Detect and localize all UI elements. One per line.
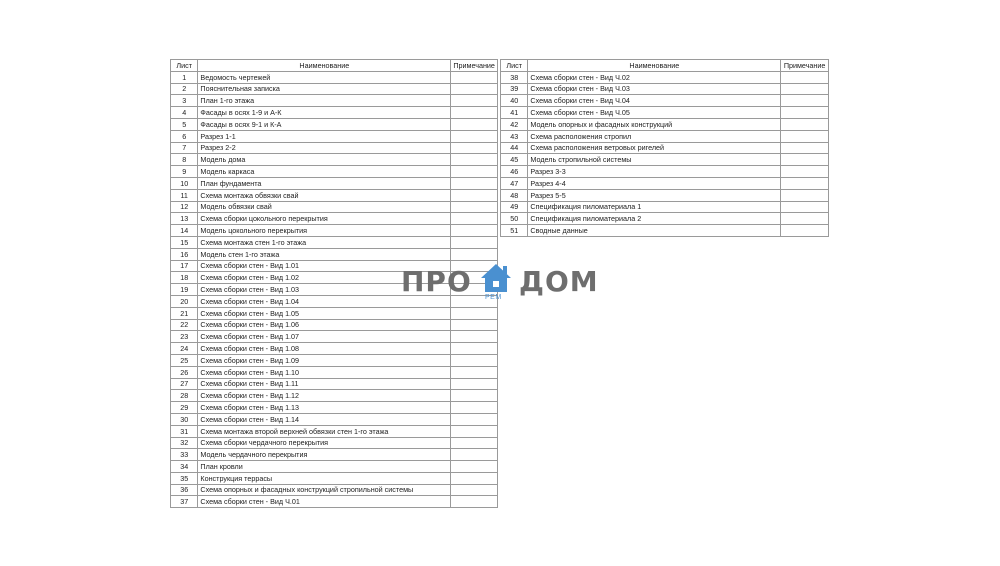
- header-note: Примечание: [781, 60, 829, 72]
- sheet-name: Схема сборки стен - Вид 1.13: [198, 402, 451, 414]
- table-row: [171, 225, 498, 237]
- sheet-note: [781, 118, 829, 130]
- sheet-number: 30: [171, 413, 198, 425]
- sheet-name: Модель опорных и фасадных конструкций: [528, 118, 781, 130]
- header-note: Примечание: [451, 60, 498, 72]
- sheet-number: 1: [171, 71, 198, 83]
- sheet-note: [451, 166, 498, 178]
- sheet-name: Схема сборки стен - Вид 1.08: [198, 343, 451, 355]
- sheet-number: 18: [171, 272, 198, 284]
- sheet-number: 6: [171, 130, 198, 142]
- table-row: [171, 484, 498, 496]
- sheet-note: [781, 166, 829, 178]
- table-row: [171, 461, 498, 473]
- sheet-number: 23: [171, 331, 198, 343]
- table-row: [171, 142, 498, 154]
- sheet-name: Схема расположения ветровых ригелей: [528, 142, 781, 154]
- sheet-number: 31: [171, 425, 198, 437]
- table-row: [501, 71, 829, 83]
- sheet-number: 25: [171, 354, 198, 366]
- sheet-name: Модель чердачного перекрытия: [198, 449, 451, 461]
- pro-dom-logo: [401, 262, 601, 306]
- sheet-number: 32: [171, 437, 198, 449]
- sheet-note: [451, 378, 498, 390]
- logo-subtext: РЕМ: [485, 294, 502, 301]
- sheet-number: 27: [171, 378, 198, 390]
- sheet-name: Фасады в осях 9-1 и К-А: [198, 118, 451, 130]
- sheet-name: Схема монтажа обвязки свай: [198, 189, 451, 201]
- sheet-name: Разрез 5-5: [528, 189, 781, 201]
- table-row: [171, 496, 498, 508]
- sheet-note: [451, 496, 498, 508]
- table-row: [171, 331, 498, 343]
- sheet-number: 47: [501, 177, 528, 189]
- sheet-number: 13: [171, 213, 198, 225]
- table-header-row: [501, 60, 829, 72]
- table-row: [171, 472, 498, 484]
- sheet-name: Схема сборки стен - Вид 1.07: [198, 331, 451, 343]
- sheet-name: Схема сборки цокольного перекрытия: [198, 213, 451, 225]
- sheet-note: [451, 236, 498, 248]
- sheet-number: 34: [171, 461, 198, 473]
- logo-text-right: ДОМ: [519, 265, 599, 298]
- sheet-note: [451, 213, 498, 225]
- sheet-number: 45: [501, 154, 528, 166]
- table-row: [501, 177, 829, 189]
- sheet-note: [451, 225, 498, 237]
- table-row: [171, 71, 498, 83]
- table-row: [501, 154, 829, 166]
- table-row: [501, 142, 829, 154]
- sheet-name: План 1-го этажа: [198, 95, 451, 107]
- table-row: [501, 83, 829, 95]
- sheet-note: [781, 83, 829, 95]
- sheet-note: [451, 449, 498, 461]
- sheet-number: 11: [171, 189, 198, 201]
- sheet-name: Схема сборки стен - Вид 1.11: [198, 378, 451, 390]
- sheet-number: 24: [171, 343, 198, 355]
- sheet-note: [451, 130, 498, 142]
- sheet-note: [451, 107, 498, 119]
- sheet-name: Разрез 1-1: [198, 130, 451, 142]
- sheet-name: Модель цокольного перекрытия: [198, 225, 451, 237]
- sheet-number: 43: [501, 130, 528, 142]
- table-row: [171, 366, 498, 378]
- sheet-note: [781, 177, 829, 189]
- table-row: [171, 437, 498, 449]
- sheet-number: 4: [171, 107, 198, 119]
- table-row: [501, 201, 829, 213]
- sheet-note: [781, 107, 829, 119]
- sheet-note: [451, 343, 498, 355]
- sheet-number: 9: [171, 166, 198, 178]
- sheet-note: [451, 83, 498, 95]
- sheet-note: [451, 425, 498, 437]
- sheet-name: Разрез 4-4: [528, 177, 781, 189]
- sheet-note: [451, 461, 498, 473]
- table-row: [501, 95, 829, 107]
- sheet-number: 48: [501, 189, 528, 201]
- sheet-name: Схема сборки стен - Вид Ч.05: [528, 107, 781, 119]
- table-row: [171, 390, 498, 402]
- sheet-name: Схема сборки стен - Вид Ч.04: [528, 95, 781, 107]
- sheet-note: [781, 154, 829, 166]
- sheet-name: Схема сборки стен - Вид Ч.02: [528, 71, 781, 83]
- sheet-number: 37: [171, 496, 198, 508]
- sheet-number: 21: [171, 307, 198, 319]
- sheet-name: Схема сборки стен - Вид 1.12: [198, 390, 451, 402]
- sheet-note: [451, 437, 498, 449]
- header-name: Наименование: [198, 60, 451, 72]
- sheet-number: 36: [171, 484, 198, 496]
- sheet-note: [451, 142, 498, 154]
- sheet-note: [451, 472, 498, 484]
- sheet-name: Разрез 2-2: [198, 142, 451, 154]
- sheet-number: 7: [171, 142, 198, 154]
- sheet-name: Модель обвязки свай: [198, 201, 451, 213]
- table-row: [501, 130, 829, 142]
- sheet-note: [451, 413, 498, 425]
- sheet-number: 28: [171, 390, 198, 402]
- sheet-note: [451, 366, 498, 378]
- table-row: [171, 413, 498, 425]
- sheet-name: Спецификация пиломатериала 2: [528, 213, 781, 225]
- sheet-number: 33: [171, 449, 198, 461]
- sheet-number: 3: [171, 95, 198, 107]
- sheet-number: 15: [171, 236, 198, 248]
- sheet-number: 10: [171, 177, 198, 189]
- sheet-number: 39: [501, 83, 528, 95]
- table-row: [171, 130, 498, 142]
- table-row: [171, 248, 498, 260]
- table-row: [501, 166, 829, 178]
- header-name: Наименование: [528, 60, 781, 72]
- sheet-number: 14: [171, 225, 198, 237]
- sheet-name: Пояснительная записка: [198, 83, 451, 95]
- sheet-name: Схема опорных и фасадных конструкций стропильной системы: [198, 484, 451, 496]
- sheet-name: Разрез 3-3: [528, 166, 781, 178]
- sheet-name: Фасады в осях 1-9 и А-К: [198, 107, 451, 119]
- table-row: [171, 236, 498, 248]
- sheet-note: [451, 354, 498, 366]
- sheet-note: [451, 71, 498, 83]
- sheet-note: [451, 248, 498, 260]
- sheet-note: [781, 95, 829, 107]
- sheet-name: Схема сборки стен - Вид Ч.01: [198, 496, 451, 508]
- sheet-note: [451, 201, 498, 213]
- sheet-note: [451, 331, 498, 343]
- table-row: [171, 307, 498, 319]
- sheet-note: [451, 189, 498, 201]
- sheet-note: [781, 201, 829, 213]
- sheet-number: 22: [171, 319, 198, 331]
- sheet-name: Схема монтажа второй верхней обвязки стен 1-го этажа: [198, 425, 451, 437]
- sheet-name: Схема сборки стен - Вид 1.06: [198, 319, 451, 331]
- sheet-note: [451, 154, 498, 166]
- sheet-number: 8: [171, 154, 198, 166]
- sheet-number: 12: [171, 201, 198, 213]
- table-row: [171, 154, 498, 166]
- sheet-number: 29: [171, 402, 198, 414]
- sheet-name: План кровли: [198, 461, 451, 473]
- sheet-name: Схема сборки стен - Вид Ч.03: [528, 83, 781, 95]
- sheet-name: Ведомость чертежей: [198, 71, 451, 83]
- table-row: [171, 95, 498, 107]
- table-row: [171, 118, 498, 130]
- sheet-note: [451, 319, 498, 331]
- sheet-name: Схема сборки стен - Вид 1.10: [198, 366, 451, 378]
- table-header-row: [171, 60, 498, 72]
- sheet-note: [451, 390, 498, 402]
- sheet-number: 49: [501, 201, 528, 213]
- house-icon: [479, 262, 513, 296]
- sheet-note: [451, 402, 498, 414]
- sheet-note: [451, 95, 498, 107]
- sheet-note: [781, 189, 829, 201]
- sheet-number: 20: [171, 295, 198, 307]
- sheet-name: Схема монтажа стен 1-го этажа: [198, 236, 451, 248]
- sheet-number: 41: [501, 107, 528, 119]
- table-row: [171, 449, 498, 461]
- sheet-number: 26: [171, 366, 198, 378]
- table-row: [171, 213, 498, 225]
- table-row: [171, 201, 498, 213]
- table-row: [171, 107, 498, 119]
- header-sheet: Лист: [171, 60, 198, 72]
- table-row: [171, 166, 498, 178]
- sheet-note: [781, 130, 829, 142]
- sheet-note: [781, 213, 829, 225]
- sheet-number: 17: [171, 260, 198, 272]
- sheet-number: 51: [501, 225, 528, 237]
- sheet-name: Схема сборки стен - Вид 1.02: [198, 272, 451, 284]
- sheet-name: Схема сборки стен - Вид 1.09: [198, 354, 451, 366]
- logo-text-left: ПРО: [401, 265, 472, 298]
- sheet-note: [781, 225, 829, 237]
- table-row: [501, 225, 829, 237]
- sheet-name: Модель каркаса: [198, 166, 451, 178]
- sheet-name: План фундамента: [198, 177, 451, 189]
- sheet-number: 40: [501, 95, 528, 107]
- table-row: [171, 83, 498, 95]
- sheet-name: Модель стропильной системы: [528, 154, 781, 166]
- sheet-number: 38: [501, 71, 528, 83]
- sheet-number: 35: [171, 472, 198, 484]
- table-row: [501, 118, 829, 130]
- table-row: [171, 354, 498, 366]
- sheet-name: Схема сборки стен - Вид 1.01: [198, 260, 451, 272]
- sheet-number: 2: [171, 83, 198, 95]
- sheet-note: [451, 307, 498, 319]
- table-row: [501, 107, 829, 119]
- table-row: [171, 177, 498, 189]
- sheet-note: [781, 71, 829, 83]
- sheet-number: 19: [171, 284, 198, 296]
- sheet-name: Схема сборки стен - Вид 1.04: [198, 295, 451, 307]
- table-row: [501, 213, 829, 225]
- sheet-number: 50: [501, 213, 528, 225]
- table-row: [171, 189, 498, 201]
- sheet-note: [451, 177, 498, 189]
- sheet-name: Схема сборки стен - Вид 1.14: [198, 413, 451, 425]
- sheet-name: Сводные данные: [528, 225, 781, 237]
- sheet-number: 44: [501, 142, 528, 154]
- drawings-table-right: [500, 59, 829, 237]
- table-row: [171, 425, 498, 437]
- table-row: [501, 189, 829, 201]
- table-row: [171, 378, 498, 390]
- sheet-number: 5: [171, 118, 198, 130]
- sheet-name: Спецификация пиломатериала 1: [528, 201, 781, 213]
- sheet-note: [451, 118, 498, 130]
- sheet-note: [781, 142, 829, 154]
- sheet-number: 16: [171, 248, 198, 260]
- table-row: [171, 402, 498, 414]
- sheet-number: 46: [501, 166, 528, 178]
- sheet-note: [451, 484, 498, 496]
- sheet-name: Схема сборки стен - Вид 1.03: [198, 284, 451, 296]
- sheet-name: Схема сборки чердачного перекрытия: [198, 437, 451, 449]
- sheet-name: Схема сборки стен - Вид 1.05: [198, 307, 451, 319]
- sheet-number: 42: [501, 118, 528, 130]
- sheet-name: Схема расположения стропил: [528, 130, 781, 142]
- sheet-name: Модель стен 1-го этажа: [198, 248, 451, 260]
- table-row: [171, 343, 498, 355]
- header-sheet: Лист: [501, 60, 528, 72]
- sheet-name: Модель дома: [198, 154, 451, 166]
- table-row: [171, 319, 498, 331]
- sheet-name: Конструкция террасы: [198, 472, 451, 484]
